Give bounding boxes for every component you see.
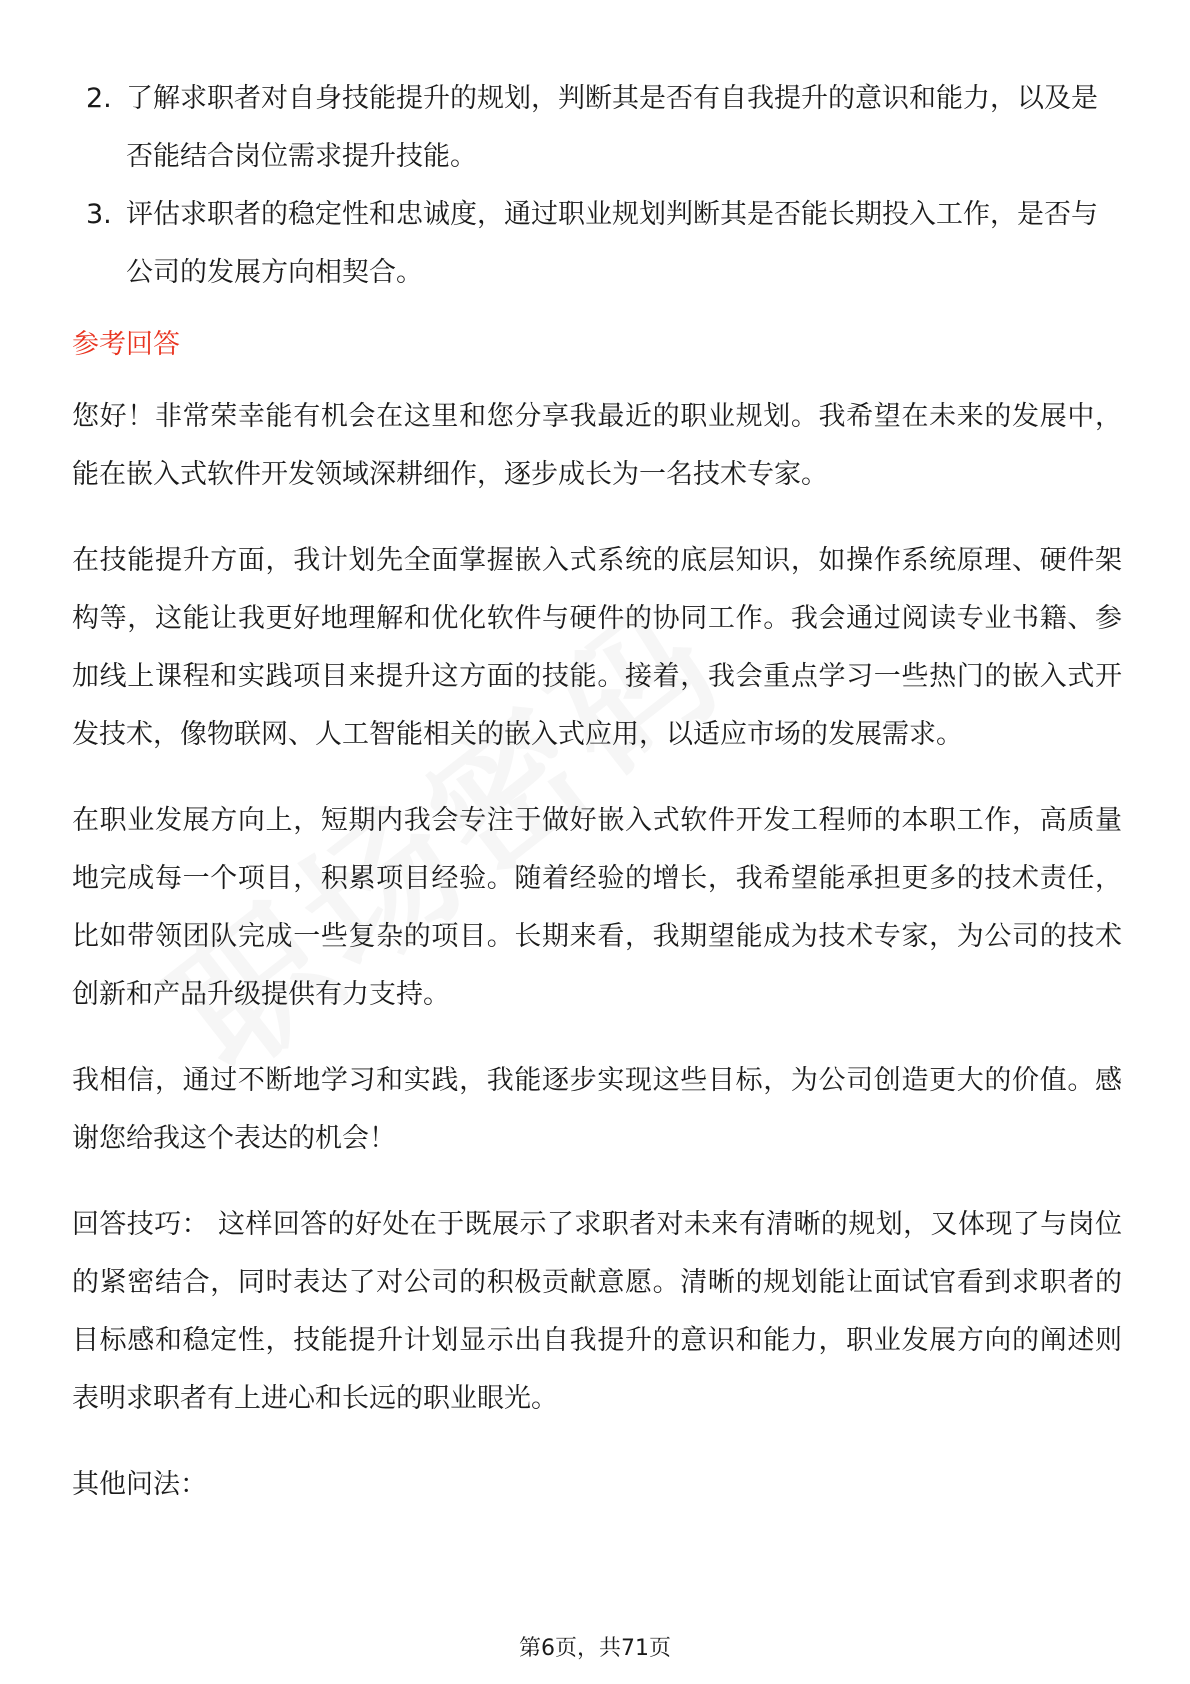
list-item-text: 评估求职者的稳定性和忠诚度，通过职业规划判断其是否能长期投入工作，是否与公司的发展方向相契合。 bbox=[126, 199, 1098, 288]
answer-tips-paragraph: 回答技巧： 这样回答的好处在于既展示了求职者对未来有清晰的规划，又体现了与岗位的紧密结合，同时表达了对公司的积极贡献意愿。清晰的规划能让面试官看到求职者的目标感和稳定性，技能提升计划显示出自我提升的意识和能力，职业发展方向的阐述则表明求职者有上进心和长远的职业眼光。 bbox=[72, 1209, 1122, 1414]
paragraph: 在职业发展方向上，短期内我会专注于做好嵌入式软件开发工程师的本职工作，高质量地完成每一个项目，积累项目经验。随着经验的增长，我希望能承担更多的技术责任，比如带领团队完成一些复杂的项目。长期来看，我期望能成为技术专家，为公司的技术创新和产品升级提供有力支持。 bbox=[72, 805, 1122, 1010]
paragraph: 在技能提升方面，我计划先全面掌握嵌入式系统的底层知识，如操作系统原理、硬件架构等，这能让我更好地理解和优化软件与硬件的协同工作。我会通过阅读专业书籍、参加线上课程和实践项目来提升这方面的技能。接着，我会重点学习一些热门的嵌入式开发技术，像物联网、人工智能相关的嵌入式应用，以适应市场的发展需求。 bbox=[72, 545, 1122, 750]
paragraph: 您好！非常荣幸能有机会在这里和您分享我最近的职业规划。我希望在未来的发展中，能在嵌入式软件开发领域深耕细作，逐步成长为一名技术专家。 bbox=[72, 401, 1122, 490]
page-content bbox=[72, 70, 1122, 1542]
section-title: 参考回答 bbox=[72, 329, 180, 360]
numbered-list bbox=[72, 70, 1122, 302]
list-item-number: 2. bbox=[86, 83, 112, 114]
list-item-text: 了解求职者对自身技能提升的规划，判断其是否有自我提升的意识和能力，以及是否能结合岗位需求提升技能。 bbox=[126, 83, 1098, 172]
other-questions-label: 其他问法： bbox=[72, 1469, 207, 1500]
list-item-number: 3. bbox=[86, 199, 112, 230]
paragraph: 我相信，通过不断地学习和实践，我能逐步实现这些目标，为公司创造更大的价值。感谢您给我这个表达的机会！ bbox=[72, 1065, 1122, 1154]
list-item bbox=[72, 186, 1122, 302]
list-item bbox=[72, 70, 1122, 186]
page-number-footer: 第6页，共71页 bbox=[519, 1636, 671, 1661]
